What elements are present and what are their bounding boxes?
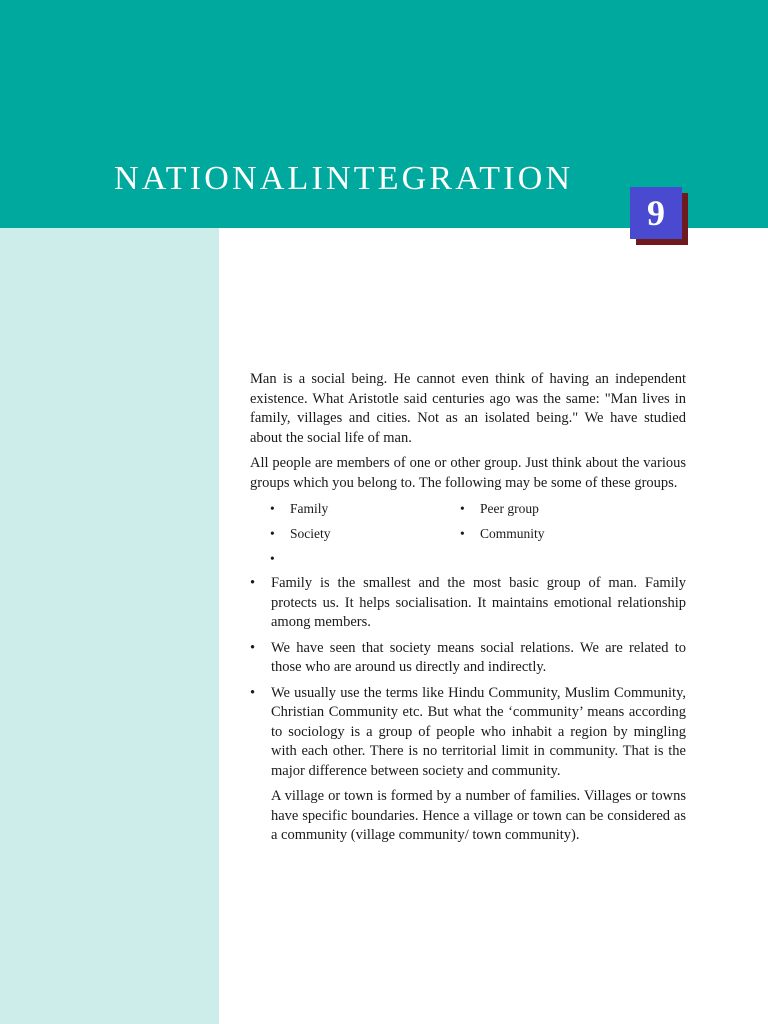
groups-list — [270, 499, 686, 543]
list-item — [460, 499, 650, 518]
bullet: • — [270, 501, 275, 516]
bullet: • — [460, 526, 465, 541]
groups-intro-paragraph: All people are members of one or other group. Just think about the various groups which you belong to. The following may be some of these groups. — [250, 455, 686, 491]
closing-paragraph: A village or town is formed by a number of families. Villages or towns have specific boundaries. Hence a village or town can be considered as a community (village community/ town community). — [271, 788, 686, 843]
list-item — [270, 499, 460, 518]
bullet: • — [250, 575, 256, 591]
bullet: • — [460, 501, 465, 516]
bullet-text: Family is the smallest and the most basic group of man. Family protects us. It helps socialisation. It maintains emotional relationship among members. — [271, 575, 686, 630]
side-strip — [0, 228, 219, 1024]
chapter-title: NATIONALINTEGRATION — [114, 160, 574, 197]
list-item — [460, 524, 650, 543]
intro-paragraph: Man is a social being. He cannot even think of having an independent existence. What Aristotle said centuries ago was the same: "Man lives in family, villages and cities. Not as an isolated being." We have studied about the social life of man. — [250, 371, 686, 446]
list-item — [270, 524, 460, 543]
bullet-point — [250, 684, 686, 782]
chapter-number-badge: 9 — [630, 187, 682, 239]
group-label: Community — [480, 526, 545, 541]
bullet: • — [250, 639, 256, 656]
empty-bullet: • — [270, 551, 275, 566]
bullet-point — [250, 574, 686, 633]
bullet-text: We usually use the terms like Hindu Community, Muslim Community, Christian Community etc. But what the ‘community’ means according to sociology is a group of people who inhabit a region by mingling with each other. There is no territorial limit in community. That is the major difference between society and community. — [271, 684, 686, 779]
bullet-point — [250, 639, 686, 678]
bullet: • — [270, 526, 275, 541]
group-label: Family — [290, 501, 329, 516]
group-label: Society — [290, 526, 331, 541]
group-label: Peer group — [480, 501, 539, 516]
bullet: • — [250, 684, 256, 701]
chapter-body — [250, 370, 686, 852]
bullet-text: We have seen that society means social relations. We are related to those who are around us directly and indirectly. — [271, 639, 686, 675]
